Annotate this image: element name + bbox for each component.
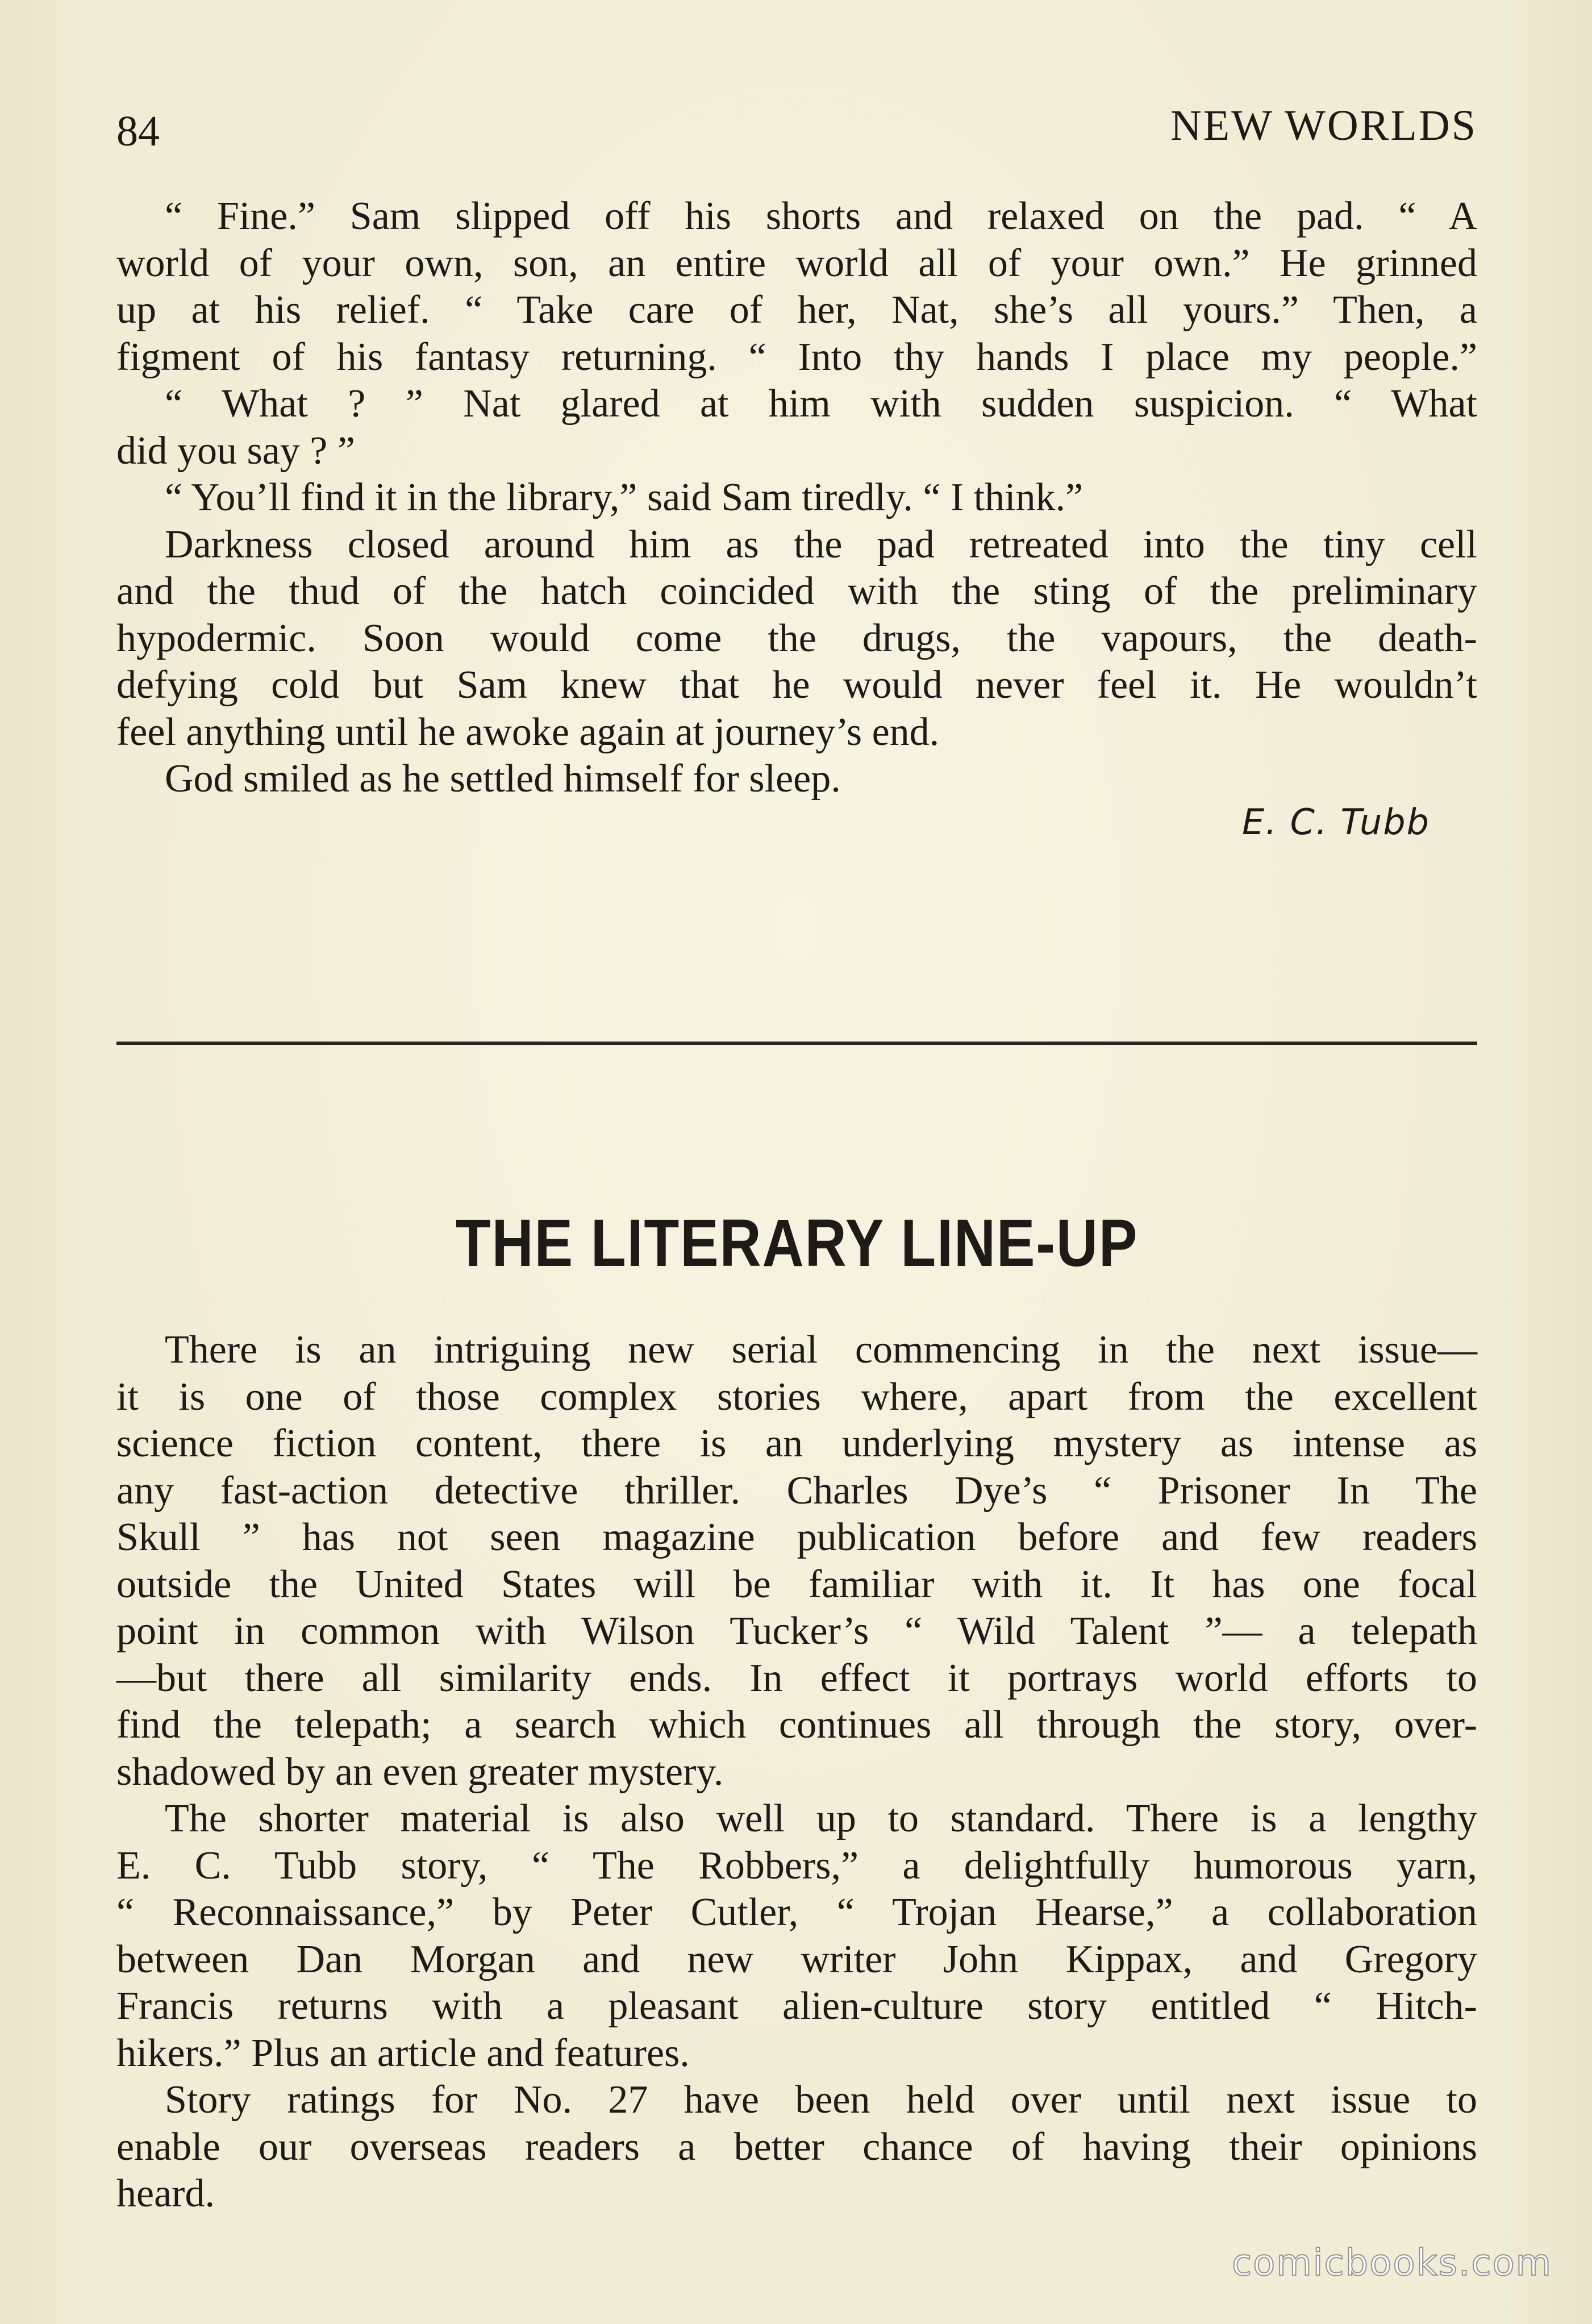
story-line: “ What ? ” Nat glared at him with sudden suspicion. “ What <box>165 382 1477 426</box>
lineup-line: science fiction content, there is an underlying mystery as intense as <box>116 1422 1477 1465</box>
lineup-text <box>116 1327 1477 2218</box>
story-ending-text <box>116 193 1477 803</box>
lineup-line: The shorter material is also well up to standard. There is a lengthy <box>165 1797 1477 1840</box>
story-line: did you say ? ” <box>116 428 355 473</box>
section-title: THE LITERARY LINE-UP <box>455 1206 1139 1281</box>
story-line: “ You’ll find it in the library,” said Sam tiredly. “ I think.” <box>165 476 1083 519</box>
lineup-line: shadowed by an even greater mystery. <box>116 1750 724 1794</box>
lineup-line: E. C. Tubb story, “ The Robbers,” a delightfully humorous yarn, <box>116 1843 1477 1888</box>
lineup-line: There is an intriguing new serial commencing in the next issue— <box>165 1328 1477 1372</box>
story-line: Darkness closed around him as the pad retreated into the tiny cell <box>165 522 1477 567</box>
lineup-line: Story ratings for No. 27 have been held over until next issue to <box>165 2078 1477 2122</box>
site-watermark: comicbooks.com <box>1231 2242 1552 2284</box>
lineup-line: enable our overseas readers a better chance of having their opinions <box>116 2125 1477 2169</box>
lineup-line: between Dan Morgan and new writer John Kippax, and Gregory <box>116 1937 1477 1981</box>
lineup-line: outside the United States will be familiar with it. It has one focal <box>116 1562 1477 1606</box>
page-header <box>116 97 1477 153</box>
lineup-line: Skull ” has not seen magazine publication before and few readers <box>116 1515 1477 1559</box>
story-line: and the thud of the hatch coincided with the sting of the preliminary <box>116 569 1477 613</box>
lineup-line: “ Reconnaissance,” by Peter Cutler, “ Trojan Hearse,” a collaboration <box>116 1890 1477 1934</box>
author-signature: E. C. Tubb <box>1242 801 1430 843</box>
story-line: hypodermic. Soon would come the drugs, the vapours, the death- <box>116 616 1477 660</box>
lineup-line: heard. <box>116 2172 215 2215</box>
lineup-line: —but there all similarity ends. In effect it portrays world efforts to <box>116 1656 1477 1700</box>
lineup-line: any fast-action detective thriller. Charles Dye’s “ Prisoner In The <box>116 1468 1477 1513</box>
story-line: figment of his fantasy returning. “ Into thy hands I place my people.” <box>116 335 1477 379</box>
story-line: world of your own, son, an entire world all of your own.” He grinned <box>116 241 1477 285</box>
page-number: 84 <box>116 107 160 155</box>
lineup-line: point in common with Wilson Tucker’s “ Wild Talent ”— a telepath <box>116 1609 1477 1653</box>
lineup-line: find the telepath; a search which continues all through the story, over- <box>116 1703 1477 1747</box>
story-line: feel anything until he awoke again at journey’s end. <box>116 710 940 754</box>
lineup-line: hikers.” Plus an article and features. <box>116 2031 690 2075</box>
story-line: defying cold but Sam knew that he would never feel it. He wouldn’t <box>116 663 1477 707</box>
section-divider <box>116 1042 1477 1045</box>
story-line: God smiled as he settled himself for sleep. <box>165 757 841 801</box>
story-line: “ Fine.” Sam slipped off his shorts and relaxed on the pad. “ A <box>165 194 1477 238</box>
lineup-line: it is one of those complex stories where, apart from the excellent <box>116 1375 1477 1419</box>
story-line: up at his relief. “ Take care of her, Nat, she’s all yours.” Then, a <box>116 288 1477 332</box>
running-title: NEW WORLDS <box>1170 102 1477 149</box>
lineup-line: Francis returns with a pleasant alien-culture story entitled “ Hitch- <box>116 1984 1477 2028</box>
